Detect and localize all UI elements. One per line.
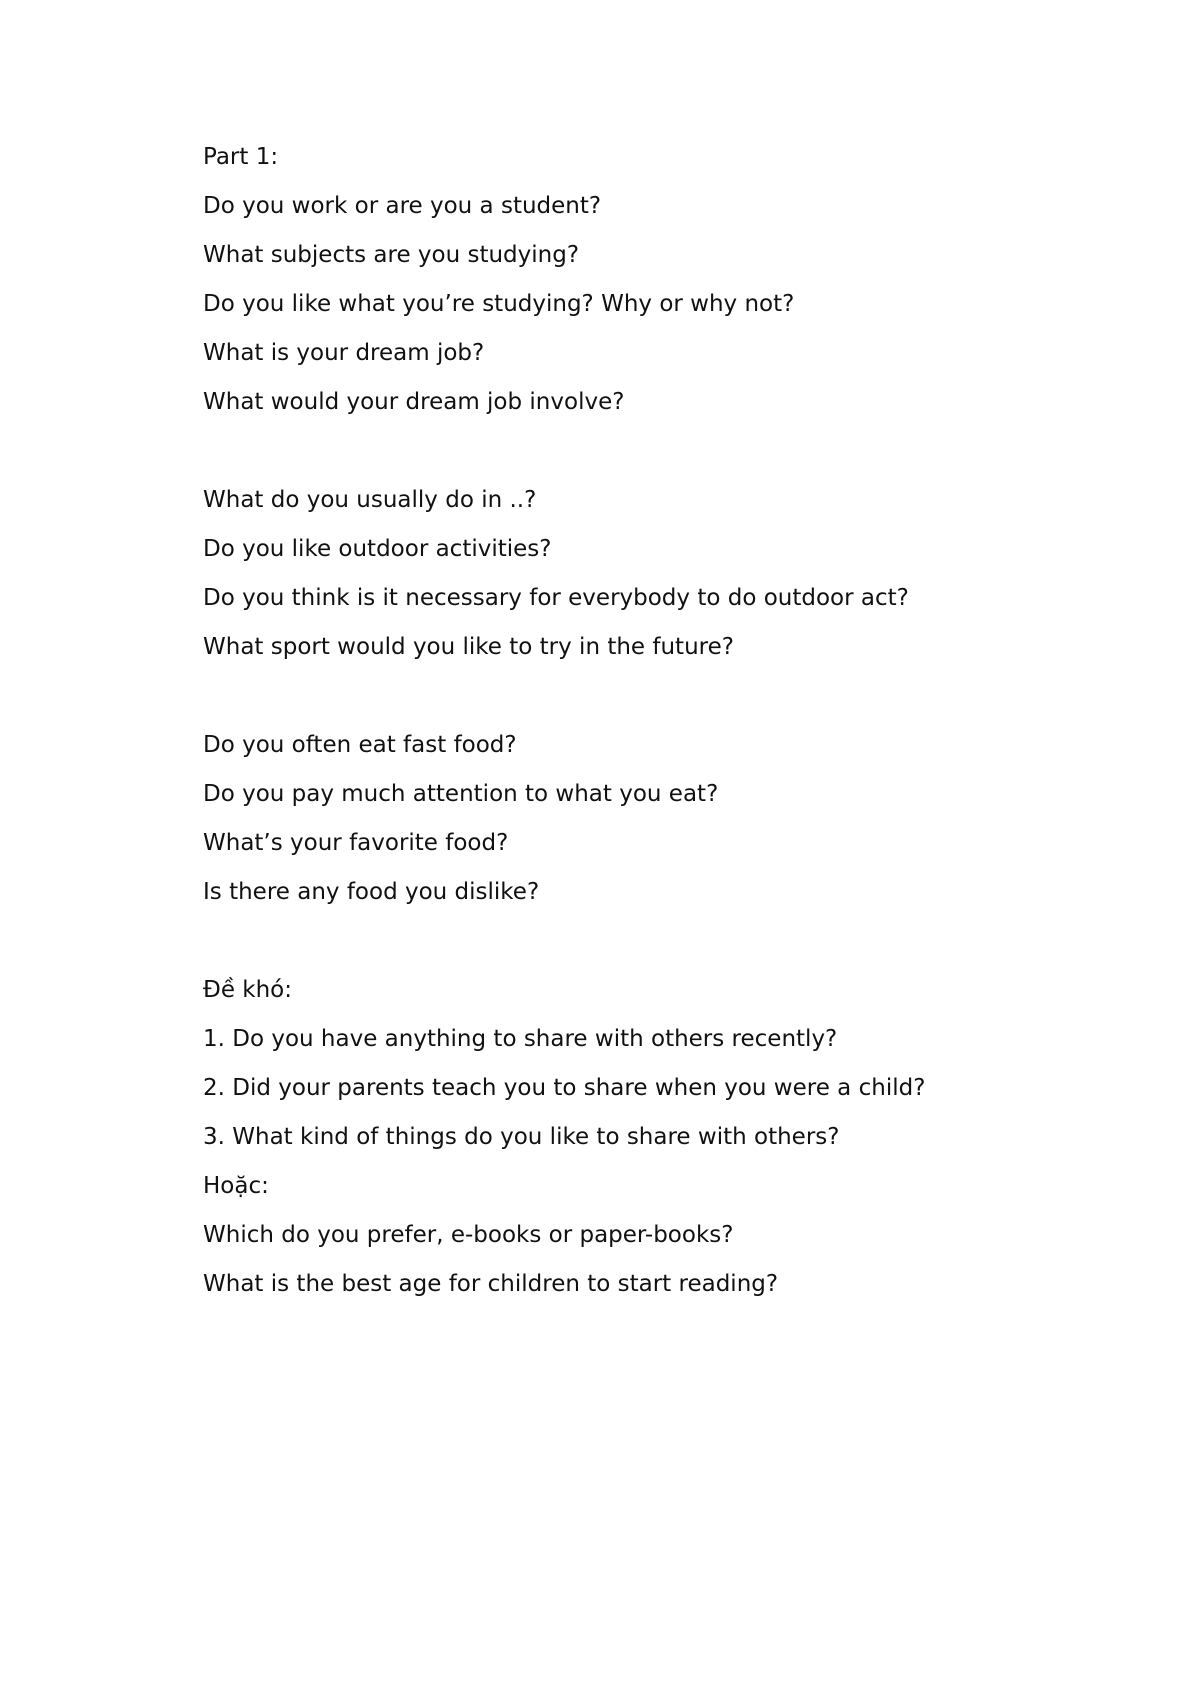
question-line: What would your dream job involve?: [203, 389, 625, 415]
question-line: What is the best age for children to start reading?: [203, 1271, 779, 1297]
question-line: What’s your favorite food?: [203, 830, 509, 856]
blank-line: [203, 678, 1163, 727]
question-line: Do you like what you’re studying? Why or why not?: [203, 291, 795, 317]
question-line: Do you like outdoor activities?: [203, 536, 552, 562]
question-line: What subjects are you studying?: [203, 242, 580, 268]
question-line: Do you often eat fast food?: [203, 732, 517, 758]
question-line: Is there any food you dislike?: [203, 879, 540, 905]
blank-line: [203, 923, 1163, 972]
section-heading: Hoặc:: [203, 1173, 269, 1199]
blank-line: [203, 433, 1163, 482]
document-body: [203, 139, 1163, 1315]
question-line: 2. Did your parents teach you to share when you were a child?: [203, 1075, 926, 1101]
question-line: Do you work or are you a student?: [203, 193, 602, 219]
question-line: Which do you prefer, e-books or paper-books?: [203, 1222, 734, 1248]
part-heading: Part 1:: [203, 144, 279, 170]
question-line: 1. Do you have anything to share with others recently?: [203, 1026, 838, 1052]
question-line: 3. What kind of things do you like to share with others?: [203, 1124, 840, 1150]
question-line: What sport would you like to try in the future?: [203, 634, 734, 660]
question-line: Do you think is it necessary for everybody to do outdoor act?: [203, 585, 909, 611]
question-line: What is your dream job?: [203, 340, 485, 366]
section-heading: Đề khó:: [203, 977, 293, 1003]
question-line: What do you usually do in ..?: [203, 487, 537, 513]
question-line: Do you pay much attention to what you eat?: [203, 781, 719, 807]
